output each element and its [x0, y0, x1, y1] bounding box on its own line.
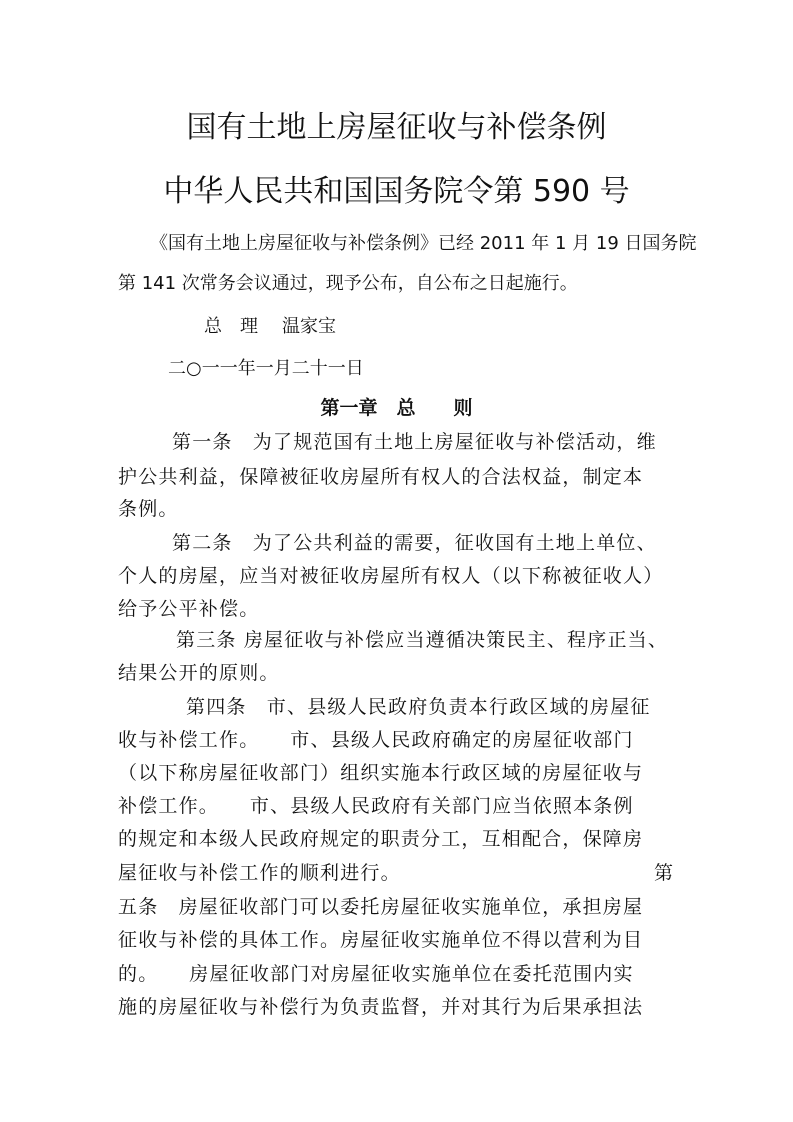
article-2-line-3: 给予公平补偿。 [118, 598, 260, 620]
article-3-line-2: 结果公开的原则。 [118, 662, 280, 684]
article-1-line-2: 护公共利益，保障被征收房屋所有权人的合法权益，制定本 [118, 466, 644, 488]
decree-number: 中华人民共和国国务院令第 590 号 [163, 174, 630, 209]
preamble-line-2: 第 141 次常务会议通过，现予公布，自公布之日起施行。 [118, 273, 578, 294]
article-2-line-1: 第二条 为了公共利益的需要，征收国有土地上单位、 [172, 532, 657, 554]
article-5-line-1: 五条 房屋征收部门可以委托房屋征收实施单位，承担房屋 [118, 896, 644, 918]
article-4-line-5: 的规定和本级人民政府规定的职责分工，互相配合，保障房 [118, 828, 644, 850]
article-5-line-4: 施的房屋征收与补偿行为负责监督，并对其行为后果承担法 [118, 996, 644, 1018]
preamble-line-1: 《国有土地上房屋征收与补偿条例》已经 2011 年 1 月 19 日国务院 [150, 233, 697, 254]
article-5-prefix: 第 [654, 862, 675, 884]
article-5-line-3: 的。 房屋征收部门对房屋征收实施单位在委托范围内实 [118, 963, 634, 985]
article-4-line-1: 第四条 市、县级人民政府负责本行政区域的房屋征 [186, 696, 651, 718]
document-title: 国有土地上房屋征收与补偿条例 [186, 110, 607, 145]
article-1-line-3: 条例。 [118, 498, 179, 520]
article-1-line-1: 第一条 为了规范国有土地上房屋征收与补偿活动，维 [172, 431, 657, 453]
issue-date: 二○一一年一月二十一日 [168, 358, 364, 379]
article-5-line-2: 征收与补偿的具体工作。房屋征收实施单位不得以营利为目 [118, 929, 644, 951]
chapter-heading: 第一章 总 则 [320, 397, 473, 419]
article-4-line-4: 补偿工作。 市、县级人民政府有关部门应当依照本条例 [118, 795, 634, 817]
signature-name: 温家宝 [282, 316, 336, 337]
article-4-line-3: （以下称房屋征收部门）组织实施本行政区域的房屋征收与 [118, 762, 644, 784]
article-2-line-2: 个人的房屋，应当对被征收房屋所有权人（以下称被征收人） [118, 565, 664, 587]
article-4-line-2: 收与补偿工作。 市、县级人民政府确定的房屋征收部门 [118, 729, 634, 751]
article-3-line-1: 第三条 房屋征收与补偿应当遵循决策民主、程序正当、 [176, 629, 669, 651]
signature-title: 总 理 [204, 316, 258, 337]
article-4-line-6: 屋征收与补偿工作的顺利进行。 [118, 862, 401, 884]
